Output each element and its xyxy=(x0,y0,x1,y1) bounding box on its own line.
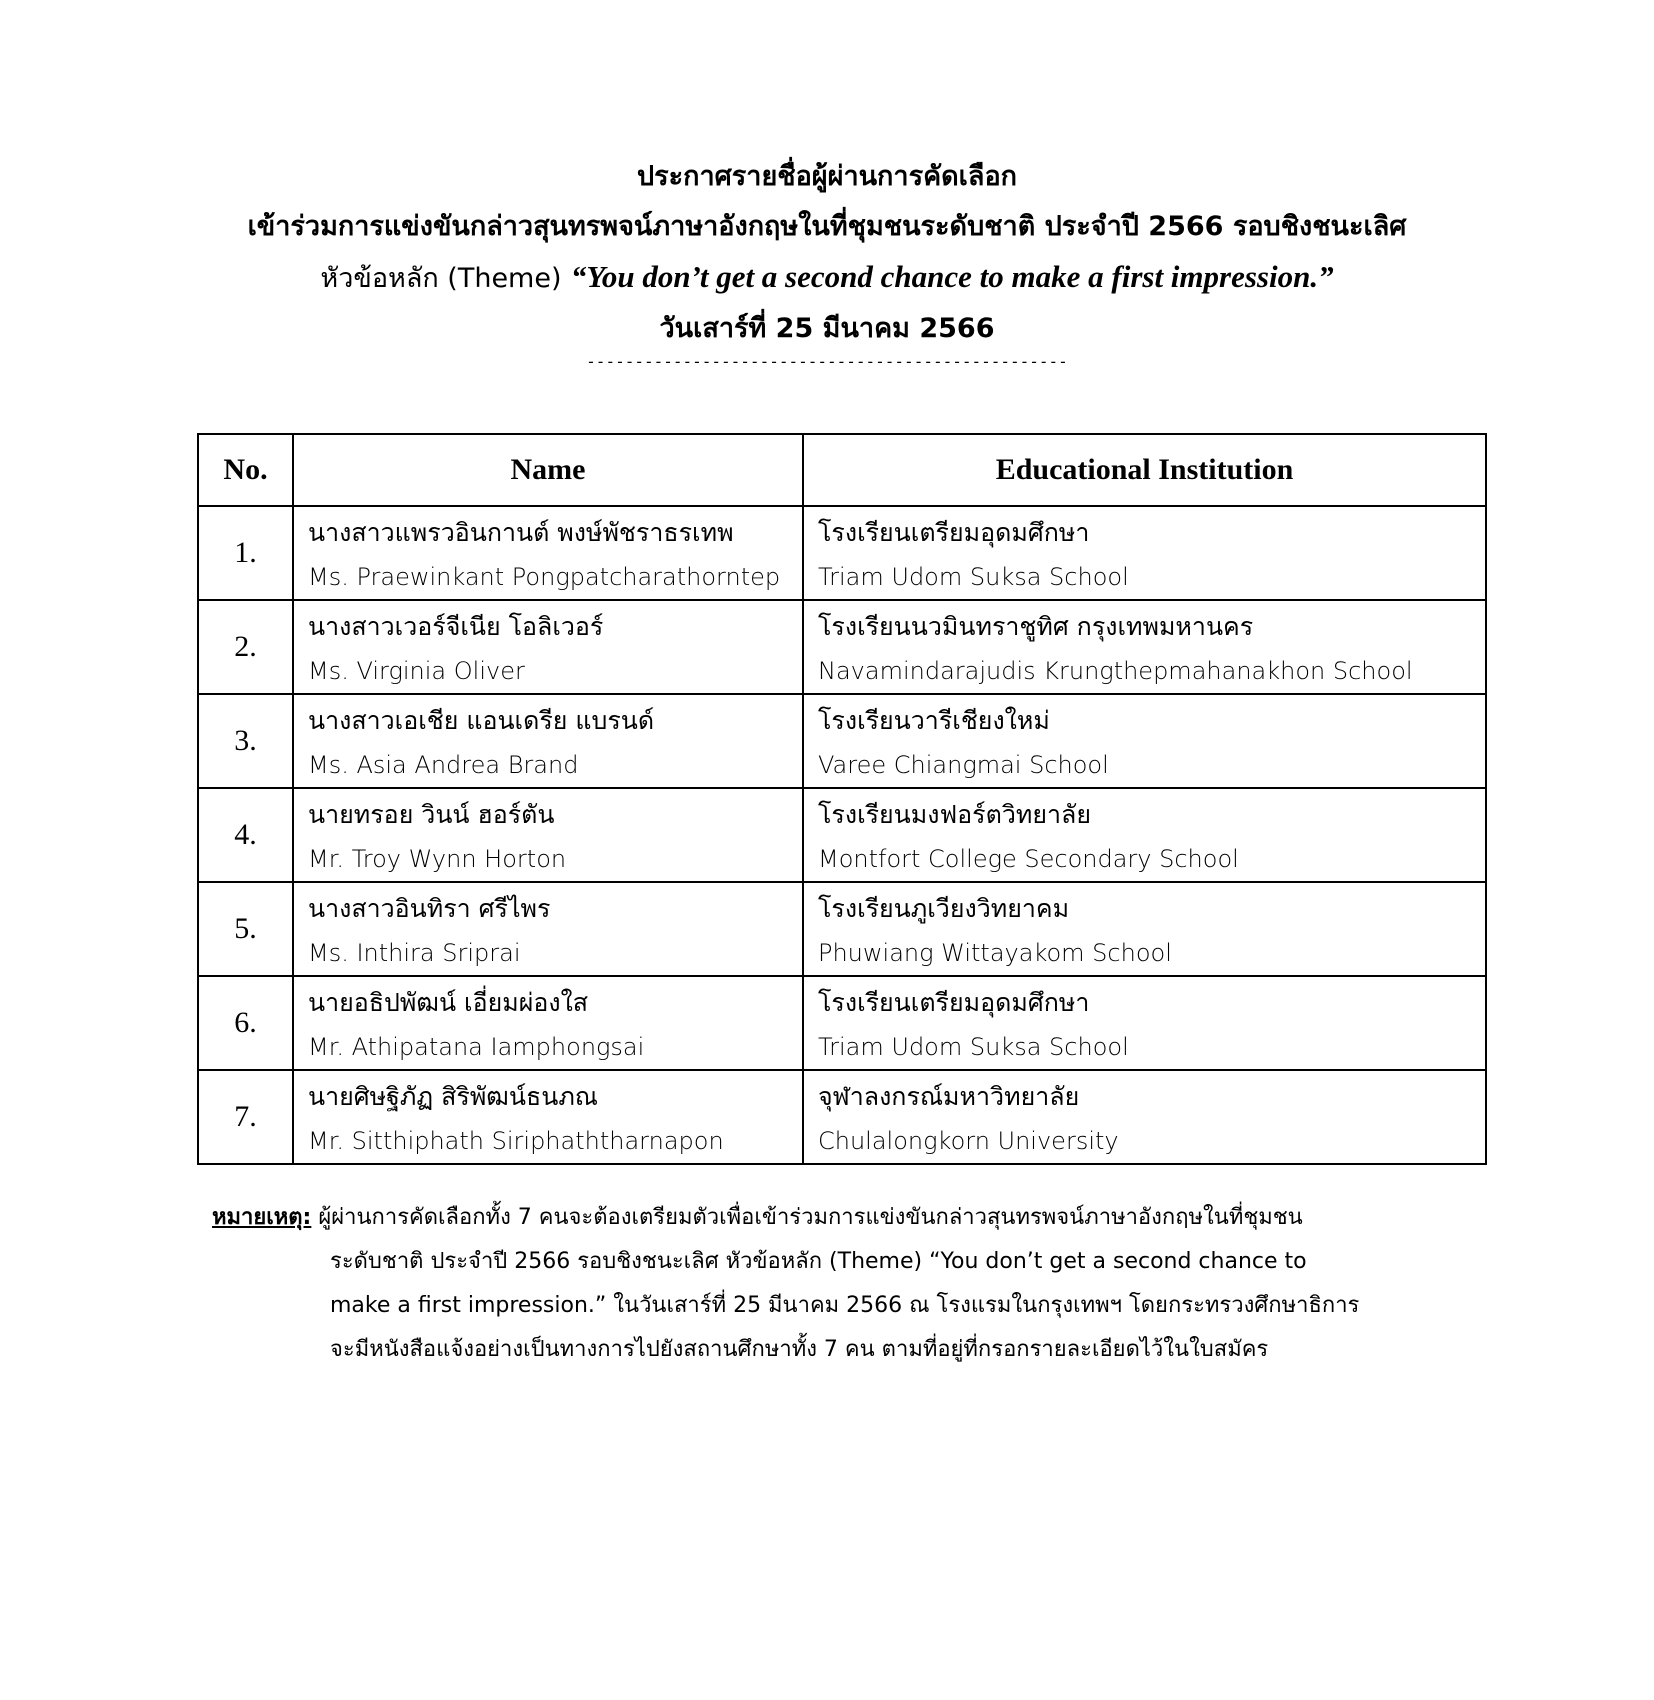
remarks-line-1 xyxy=(212,1196,1482,1240)
row-number: 2. xyxy=(198,600,293,694)
name-thai: นางสาวอินทิรา ศรีไพร xyxy=(308,894,551,923)
name-english: Ms. Praewinkant Pongpatcharathorntep xyxy=(308,563,781,591)
institution-english: Montfort College Secondary School xyxy=(818,845,1239,873)
theme-quote: “You don’t get a second chance to make a first impression.” xyxy=(570,259,1334,294)
institution-cell xyxy=(803,976,1486,1070)
remarks-line-2: ระดับชาติ ประจำปี 2566 รอบชิงชนะเลิศ หัวข้อหลัก (Theme) “You don’t get a second chance to xyxy=(330,1249,1307,1274)
name-english: Mr. Sitthiphath Siriphaththarnapon xyxy=(308,1127,724,1155)
institution-english: Triam Udom Suksa School xyxy=(818,1033,1129,1061)
institution-thai: โรงเรียนมงฟอร์ตวิทยาลัย xyxy=(818,800,1092,829)
row-number: 1. xyxy=(198,506,293,600)
name-cell xyxy=(293,600,803,694)
column-header-name: Name xyxy=(293,434,803,506)
header-title: ประกาศรายชื่อผู้ผ่านการคัดเลือก xyxy=(636,161,1018,192)
row-number: 5. xyxy=(198,882,293,976)
name-english: Ms. Virginia Oliver xyxy=(308,657,525,685)
name-cell xyxy=(293,882,803,976)
name-cell xyxy=(293,506,803,600)
name-thai: นายอธิปพัฒน์ เอี่ยมผ่องใส xyxy=(308,988,589,1017)
remarks-section xyxy=(212,1196,1482,1372)
institution-cell xyxy=(803,1070,1486,1164)
name-cell xyxy=(293,788,803,882)
name-english: Mr. Athipatana Iamphongsai xyxy=(308,1033,645,1061)
name-cell xyxy=(293,976,803,1070)
institution-english: Navamindarajudis Krungthepmahanakhon School xyxy=(818,657,1413,685)
name-cell xyxy=(293,694,803,788)
name-thai: นายศิษฐิภัฏ สิริพัฒน์ธนภณ xyxy=(308,1082,598,1111)
row-number: 7. xyxy=(198,1070,293,1164)
institution-english: Triam Udom Suksa School xyxy=(818,563,1129,591)
row-number: 3. xyxy=(198,694,293,788)
name-thai: นายทรอย วินน์ ฮอร์ตัน xyxy=(308,800,555,829)
institution-english: Chulalongkorn University xyxy=(818,1127,1119,1155)
row-number: 4. xyxy=(198,788,293,882)
remarks-text-1: ผู้ผ่านการคัดเลือกทั้ง 7 คนจะต้องเตรียมตัวเพื่อเข้าร่วมการแข่งขันกล่าวสุนทรพจน์ภาษาอังกฤษในที่ชุมชน xyxy=(318,1205,1303,1230)
table-row xyxy=(198,506,1486,600)
table-row xyxy=(198,694,1486,788)
name-english: Ms. Asia Andrea Brand xyxy=(308,751,579,779)
table-row xyxy=(198,600,1486,694)
table-row xyxy=(198,976,1486,1070)
remarks-label: หมายเหตุ: xyxy=(212,1205,312,1230)
institution-cell xyxy=(803,788,1486,882)
column-header-no: No. xyxy=(198,434,293,506)
name-thai: นางสาวแพรวอินกานต์ พงษ์พัชราธรเทพ xyxy=(308,518,734,547)
header-date: วันเสาร์ที่ 25 มีนาคม 2566 xyxy=(659,313,995,344)
row-number: 6. xyxy=(198,976,293,1070)
table-header-row xyxy=(198,434,1486,506)
announcement-header xyxy=(0,152,1654,354)
finalists-table xyxy=(197,433,1487,1165)
column-header-institution: Educational Institution xyxy=(803,434,1486,506)
institution-cell xyxy=(803,506,1486,600)
remarks-line-3: make a first impression.” ในวันเสาร์ที่ 25 มีนาคม 2566 ณ โรงแรมในกรุงเทพฯ โดยกระทรวงศึกษาธิการ xyxy=(330,1293,1360,1318)
name-english: Mr. Troy Wynn Horton xyxy=(308,845,567,873)
name-thai: นางสาวเวอร์จีเนีย โอลิเวอร์ xyxy=(308,612,604,641)
institution-thai: โรงเรียนวารีเชียงใหม่ xyxy=(818,706,1050,735)
remarks-line-4: จะมีหนังสือแจ้งอย่างเป็นทางการไปยังสถานศึกษาทั้ง 7 คน ตามที่อยู่ที่กรอกรายละเอียดไว้ในใบสมัคร xyxy=(330,1337,1269,1362)
table-row xyxy=(198,788,1486,882)
institution-cell xyxy=(803,882,1486,976)
theme-label: หัวข้อหลัก (Theme) xyxy=(320,263,562,294)
institution-thai: จุฬาลงกรณ์มหาวิทยาลัย xyxy=(818,1082,1080,1111)
institution-thai: โรงเรียนภูเวียงวิทยาคม xyxy=(818,894,1070,923)
institution-thai: โรงเรียนเตรียมอุดมศึกษา xyxy=(818,988,1090,1017)
header-competition: เข้าร่วมการแข่งขันกล่าวสุนทรพจน์ภาษาอังกฤษในที่ชุมชนระดับชาติ ประจำปี 2566 รอบชิงชนะเลิศ xyxy=(247,211,1407,242)
institution-english: Varee Chiangmai School xyxy=(818,751,1109,779)
name-cell xyxy=(293,1070,803,1164)
institution-thai: โรงเรียนเตรียมอุดมศึกษา xyxy=(818,518,1090,547)
institution-cell xyxy=(803,694,1486,788)
header-theme xyxy=(0,252,1654,304)
name-english: Ms. Inthira Sriprai xyxy=(308,939,521,967)
name-thai: นางสาวเอเชีย แอนเดรีย แบรนด์ xyxy=(308,706,655,735)
table-row xyxy=(198,882,1486,976)
header-divider: -------------------------------------------------- xyxy=(586,352,1068,371)
institution-thai: โรงเรียนนวมินทราชูทิศ กรุงเทพมหานคร xyxy=(818,612,1254,641)
institution-cell xyxy=(803,600,1486,694)
table-row xyxy=(198,1070,1486,1164)
institution-english: Phuwiang Wittayakom School xyxy=(818,939,1172,967)
